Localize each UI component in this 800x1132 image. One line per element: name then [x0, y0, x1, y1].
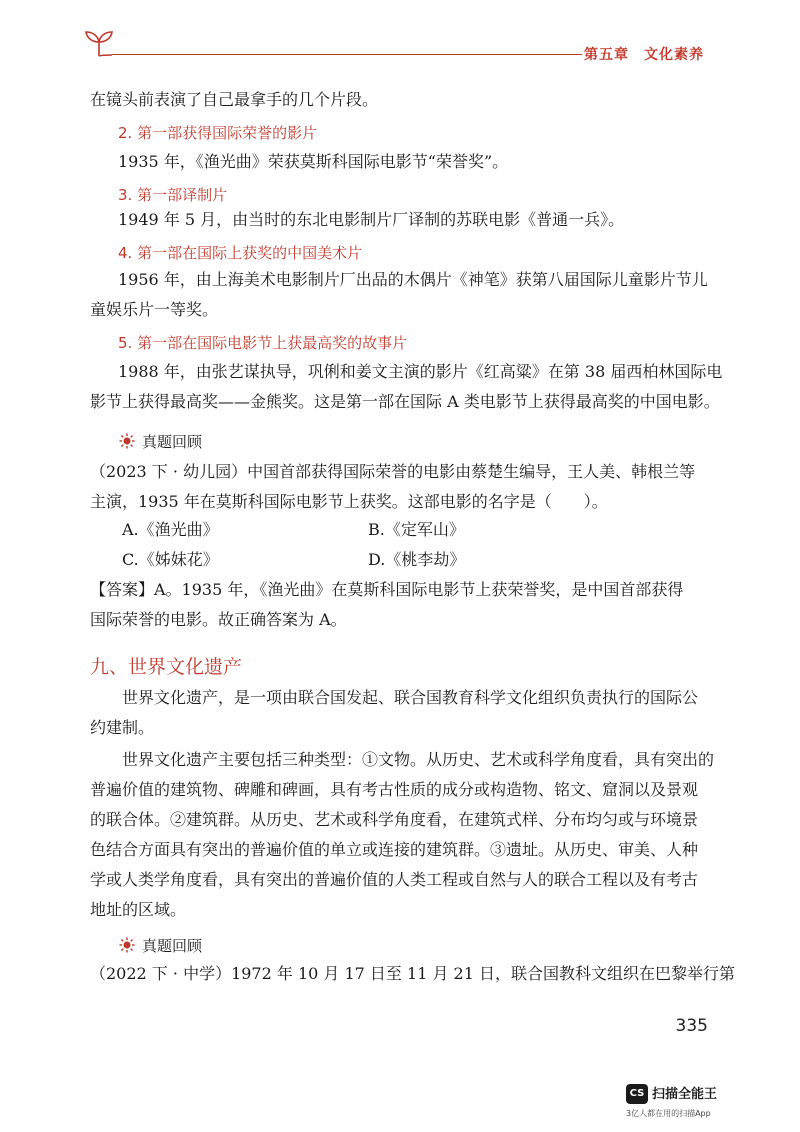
sprout-icon: [82, 28, 116, 58]
text-line: 1949 年 5 月，由当时的东北电影制片厂译制的苏联电影《普通一兵》。: [118, 210, 625, 229]
header-rule: [112, 54, 582, 55]
item-heading: 3. 第一部译制片: [118, 186, 228, 204]
item-heading: 2. 第一部获得国际荣誉的影片: [118, 124, 318, 142]
page-number: 335: [675, 1016, 708, 1036]
question-line: （2022 下 · 中学）1972 年 10 月 17 日至 11 月 21 日，联合国教科文组织在巴黎举行第: [90, 964, 735, 983]
answer-line: 【答案】A。1935 年，《渔光曲》在莫斯科国际电影节上获荣誉奖，是中国首部获得: [90, 580, 684, 599]
option-b: B.《定军山》: [368, 520, 465, 539]
answer-line: 国际荣誉的电影。故正确答案为 A。: [90, 610, 347, 629]
section-title: 九、世界文化遗产: [90, 656, 243, 678]
chapter-title: 第五章 文化素养: [584, 47, 704, 63]
question-line: （2023 下 · 幼儿园）中国首部获得国际荣誉的电影由蔡楚生编导，王人美、韩根兰等: [90, 462, 696, 481]
text-line: 1956 年，由上海美术电影制片厂出品的木偶片《神笔》获第八届国际儿童影片节儿: [118, 270, 708, 289]
paragraph-line: 约建制。: [90, 718, 155, 737]
paragraph-line: 世界文化遗产，是一项由联合国发起、联合国教育科学文化组织负责执行的国际公: [122, 688, 699, 707]
text-line: 1988 年，由张艺谋执导，巩俐和姜文主演的影片《红高粱》在第 38 届西柏林国际电: [118, 362, 723, 381]
review-label: 真题回顾: [142, 433, 203, 451]
paragraph-line: 普遍价值的建筑物、碑雕和碑画，具有考古性质的成分或构造物、铭文、窟洞以及景观: [90, 780, 699, 799]
text-line: 在镜头前表演了自己最拿手的几个片段。: [90, 90, 379, 109]
paragraph-line: 地址的区域。: [90, 900, 187, 919]
text-line: 影节上获得最高奖——金熊奖。这是第一部在国际 A 类电影节上获得最高奖的中国电影。: [90, 392, 720, 411]
paragraph-line: 学或人类学角度看，具有突出的普遍价值的人类工程或自然与人的联合工程以及有考古: [90, 870, 699, 889]
review-label: 真题回顾: [142, 937, 203, 955]
paragraph-line: 的联合体。②建筑群。从历史、艺术或科学角度看，在建筑式样、分布均匀或与环境景: [90, 810, 699, 829]
paragraph-line: 色结合方面具有突出的普遍价值的单立或连接的建筑群。③遗址。从历史、审美、人种: [90, 840, 699, 859]
option-a: A.《渔光曲》: [122, 520, 219, 539]
text-line: 1935 年，《渔光曲》荣获莫斯科国际电影节“荣誉奖”。: [118, 152, 509, 171]
sun-icon: [119, 937, 135, 953]
option-c: C.《姊妹花》: [122, 550, 219, 569]
camscanner-tagline: 3亿人都在用的扫描App: [626, 1109, 711, 1118]
camscanner-name: 扫描全能王: [652, 1087, 718, 1102]
sun-icon: [119, 433, 135, 449]
option-d: D.《桃李劫》: [368, 550, 466, 569]
item-heading: 5. 第一部在国际电影节上获最高奖的故事片: [118, 334, 408, 352]
paragraph-line: 世界文化遗产主要包括三种类型：①文物。从历史、艺术或科学角度看，具有突出的: [122, 750, 715, 769]
text-line: 童娱乐片一等奖。: [90, 300, 219, 319]
question-line: 主演，1935 年在莫斯科国际电影节上获奖。这部电影的名字是（ ）。: [90, 492, 608, 511]
item-heading: 4. 第一部在国际上获奖的中国美术片: [118, 244, 363, 262]
camscanner-logo: CS: [626, 1084, 648, 1104]
